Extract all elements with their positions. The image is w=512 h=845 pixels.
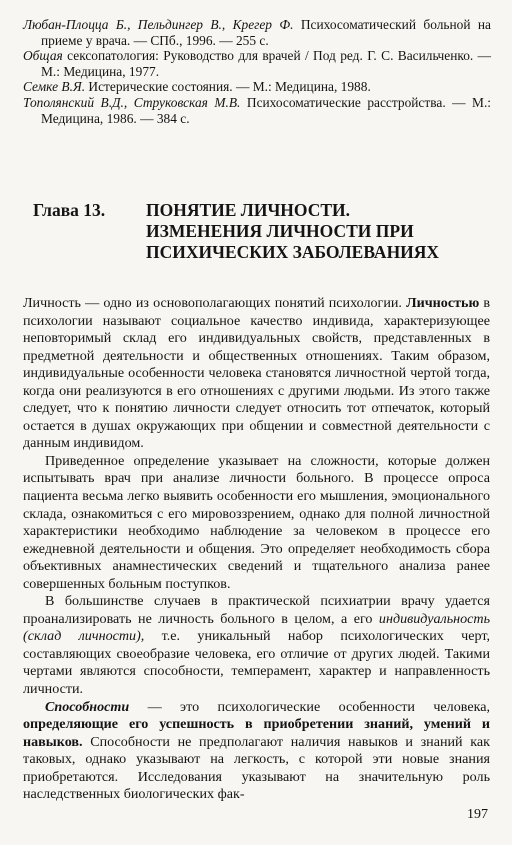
page-number: 197 [467,807,488,822]
paragraph-text: Личность — одно из основополагающих понятий психологии. [23,295,407,311]
chapter-number: Глава 13. [33,200,106,220]
reference-authors: Тополянский В.Д., Струковская М.В. [23,94,241,110]
reference-item [23,95,491,126]
chapter-title-line: ПОНЯТИЕ ЛИЧНОСТИ. [146,200,351,220]
term-individuality: индивидуальность (склад личности), [23,610,490,645]
term-personality: Личностью [406,295,480,311]
reference-authors: Любан-Плоцца Б., Пельдингер В., Крегер Ф. [23,17,294,32]
chapter-title-line: ИЗМЕНЕНИЯ ЛИЧНОСТИ ПРИ [146,221,414,241]
paragraph [23,699,490,804]
reference-list [23,17,491,126]
paragraph [23,295,490,453]
chapter-title-line: ПСИХИЧЕСКИХ ЗАБОЛЕВАНИЯХ [146,242,440,262]
reference-item [23,79,491,95]
term-abilities: Способности [45,698,130,715]
reference-authors: Общая [23,48,63,64]
paragraph: Приведенное определение указывает на сложности, которые должен испытывать врач при анализе личности больного. В процессе опроса пациента весьма легко выявить особенности его мышления, эмоционального склада, ознакомиться с его мировоззрением, однако для полной личностной характеристики необходимо наблюдение за человеком в процессе его ежедневной деятельности и общения. Это определяет необходимость сбора объективных анамнестических сведений и тщательного анализа ранее совершенных больным поступков. [23,452,490,592]
reference-item [23,17,491,48]
reference-item [23,48,491,79]
paragraph [23,593,490,698]
emphasized-text: определяющие его успешность в приобретении знаний, умений и навыков. [23,716,490,750]
paragraph-text: В большинстве случаев в практической психиатрии врачу удается проанализировать не личность больного в целом, а его [23,593,490,627]
paragraph-text: в психологии называют социальное качество индивида, характеризующее неповторимый склад его индивидуальных свойств, представленных в предметной деятельности и общественных отношениях. Таким образом, индивидуальные особенности человека становятся личностной чертой тогда, когда они реализуются в его отношениях с другими людьми. Из этого также следует, что к понятию личности следует относить тот отпечаток, который остается в душах окружающих при общении и совместной деятельности с данным индивидом. [23,295,491,452]
reference-text: Истерические состояния. — М.: Медицина, 1988. [85,79,371,95]
body-text [23,295,490,804]
chapter-title [146,200,486,263]
paragraph-text: Способности не предполагают наличия навыков и знаний как таковых, однако указывают на легкость, с которой эти новые знания приобретаются. Исследования указывают на значительную роль наследственных биологических фак- [23,733,490,803]
paragraph-text: — это психологические особенности человека, [129,698,490,715]
paragraph-text: т.е. уникальный набор психологических черт, составляющих своеобразие человека, его отличие от других людей. Такими чертами являются способности, темперамент, характер и направленность личности. [23,628,490,698]
reference-text: сексопатология: Руководство для врачей / Под ред. Г. С. Васильченко. — М.: Медицина, 1977. [41,48,491,79]
reference-authors: Семке В.Я. [23,79,86,95]
reference-text: Психосоматические расстройства. — М.: Медицина, 1986. — 384 с. [41,94,492,126]
reference-text: Психосоматический больной на приеме у врача. — СПб., 1996. — 255 с. [41,17,492,48]
